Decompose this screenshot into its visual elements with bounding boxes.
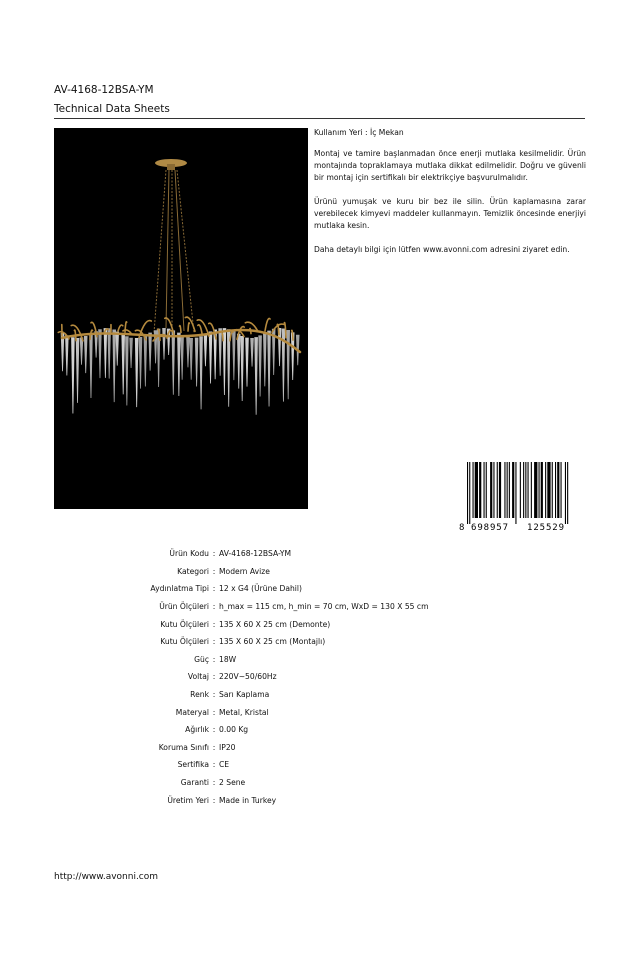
barcode-bar — [528, 462, 529, 518]
spec-label: Ürün Kodu — [169, 549, 209, 559]
spec-row — [100, 756, 540, 774]
spec-row — [100, 774, 540, 792]
chandelier-illustration — [54, 128, 308, 509]
spec-separator: : — [212, 619, 216, 629]
product-code-title: AV-4168-12BSA-YM — [54, 84, 154, 96]
barcode-bar — [497, 462, 498, 518]
spec-row — [100, 721, 540, 739]
spec-separator: : — [212, 637, 216, 647]
usage-value: İç Mekan — [369, 128, 404, 137]
spec-label: Aydınlatma Tipi — [150, 584, 209, 594]
spec-separator: : — [212, 707, 216, 717]
spec-value: 0.00 Kg — [219, 725, 249, 735]
spec-row — [100, 668, 540, 686]
barcode-bar — [534, 462, 537, 518]
branch-twig — [222, 334, 223, 341]
barcode-bar — [565, 462, 566, 524]
barcode-bar — [467, 462, 468, 524]
document-subtitle: Technical Data Sheets — [54, 103, 170, 115]
spec-value: 135 X 60 X 25 cm (Montajlı) — [219, 637, 326, 647]
spec-row — [100, 615, 540, 633]
spec-label: Koruma Sınıfı — [158, 742, 209, 752]
spec-value: 12 x G4 (Ürüne Dahil) — [219, 584, 302, 594]
barcode-graphic — [457, 462, 585, 532]
barcode-bar — [557, 462, 559, 518]
spec-label: Renk — [190, 690, 209, 700]
barcode-bar — [539, 462, 540, 518]
barcode-bar — [561, 462, 562, 518]
spec-value: CE — [219, 760, 230, 770]
barcode-first-digit: 8 — [459, 523, 465, 532]
barcode-bar — [515, 462, 516, 524]
spec-value: IP20 — [219, 742, 236, 752]
barcode-bar — [486, 462, 487, 518]
spec-separator: : — [212, 549, 216, 559]
barcode-bar — [479, 462, 481, 518]
barcode-bar — [484, 462, 485, 518]
barcode-bar — [512, 462, 514, 518]
spec-label: Ağırlık — [185, 725, 209, 735]
barcode-bar — [490, 462, 492, 518]
barcode-bar — [525, 462, 526, 518]
spec-separator: : — [212, 602, 216, 612]
spec-separator: : — [212, 654, 216, 664]
spec-value: 135 X 60 X 25 cm (Demonte) — [219, 619, 331, 629]
spec-separator: : — [212, 690, 216, 700]
header-divider — [54, 118, 585, 119]
spec-label: Voltaj — [187, 672, 209, 682]
spec-separator: : — [212, 672, 216, 682]
spec-row — [100, 545, 540, 563]
barcode-bar — [507, 462, 508, 518]
product-photo — [54, 128, 308, 509]
spec-row — [100, 633, 540, 651]
info-panel — [314, 127, 586, 268]
canopy-stem — [167, 164, 175, 170]
barcode-right-digits: 125529 — [527, 523, 565, 532]
spec-separator: : — [212, 778, 216, 788]
barcode-bar — [509, 462, 510, 518]
spec-separator: : — [212, 725, 216, 735]
spec-row — [100, 563, 540, 581]
spec-value: Modern Avize — [219, 566, 270, 576]
spec-row — [100, 791, 540, 809]
website-paragraph: Daha detaylı bilgi için lütfen www.avonni.com adresini ziyaret edin. — [314, 245, 570, 254]
usage-label: Kullanım Yeri — [314, 128, 363, 137]
spec-label: Kutu Ölçüleri — [160, 619, 209, 629]
spec-label: Kutu Ölçüleri — [160, 637, 209, 647]
barcode-bar — [567, 462, 568, 524]
spec-row — [100, 580, 540, 598]
cleaning-paragraph: Ürünü yumuşak ve kuru bir bez ile silin. Ürün kaplamasına zarar verebilecek kimyevi maddeler kullanmayın. Temizlik öncesinde enerjiyi mutlaka kesin. — [314, 197, 586, 230]
spec-value: Metal, Kristal — [219, 707, 269, 717]
spec-row — [100, 739, 540, 757]
safety-paragraph: Montaj ve tamire başlanmadan önce enerji mutlaka kesilmelidir. Ürün montajında topraklamaya mutlaka dikkat edilmelidir. Doğru ve güvenli bir montaj için sertifikalı bir elektrikçiye başvurulmalıdır. — [314, 149, 586, 182]
spec-row — [100, 686, 540, 704]
spec-value: h_max = 115 cm, h_min = 70 cm, WxD = 130 X 55 cm — [219, 602, 429, 612]
spec-value: 220V~50/60Hz — [219, 672, 277, 682]
spec-row — [100, 703, 540, 721]
barcode-bar — [531, 462, 532, 518]
barcode-bar — [552, 462, 553, 518]
barcode-bar — [469, 462, 470, 524]
spec-value: AV-4168-12BSA-YM — [219, 549, 292, 559]
spec-value: Made in Turkey — [219, 795, 277, 805]
barcode — [457, 462, 585, 532]
spec-table — [100, 545, 540, 809]
barcode-bar — [499, 462, 501, 518]
spec-label: Üretim Yeri — [167, 795, 209, 805]
footer-website-link[interactable]: http://www.avonni.com — [54, 872, 159, 882]
spec-label: Güç — [194, 654, 209, 664]
barcode-bar — [520, 462, 521, 518]
barcode-left-digits: 698957 — [471, 523, 509, 532]
spec-separator: : — [212, 742, 216, 752]
barcode-bar — [493, 462, 494, 518]
barcode-bar — [541, 462, 543, 518]
barcode-bar — [475, 462, 478, 518]
spec-label: Ürün Ölçüleri — [159, 602, 209, 612]
spec-value: Sarı Kaplama — [219, 690, 270, 700]
spec-value: 2 Sene — [219, 778, 246, 788]
barcode-bar — [545, 462, 546, 518]
spec-label: Sertifika — [177, 760, 209, 770]
barcode-bar — [547, 462, 550, 518]
spec-label: Kategori — [177, 566, 209, 576]
spec-label: Garanti — [180, 778, 209, 788]
spec-row — [100, 598, 540, 616]
spec-label: Materyal — [175, 707, 209, 717]
spec-value: 18W — [219, 654, 237, 664]
spec-separator: : — [212, 760, 216, 770]
barcode-bar — [473, 462, 474, 518]
barcode-bar — [523, 462, 524, 518]
barcode-bar — [555, 462, 556, 518]
spec-separator: : — [212, 584, 216, 594]
spec-row — [100, 651, 540, 669]
spec-separator: : — [212, 795, 216, 805]
barcode-bar — [504, 462, 505, 518]
usage-line: Kullanım Yeri : İç Mekan — [314, 128, 404, 137]
spec-separator: : — [212, 566, 216, 576]
